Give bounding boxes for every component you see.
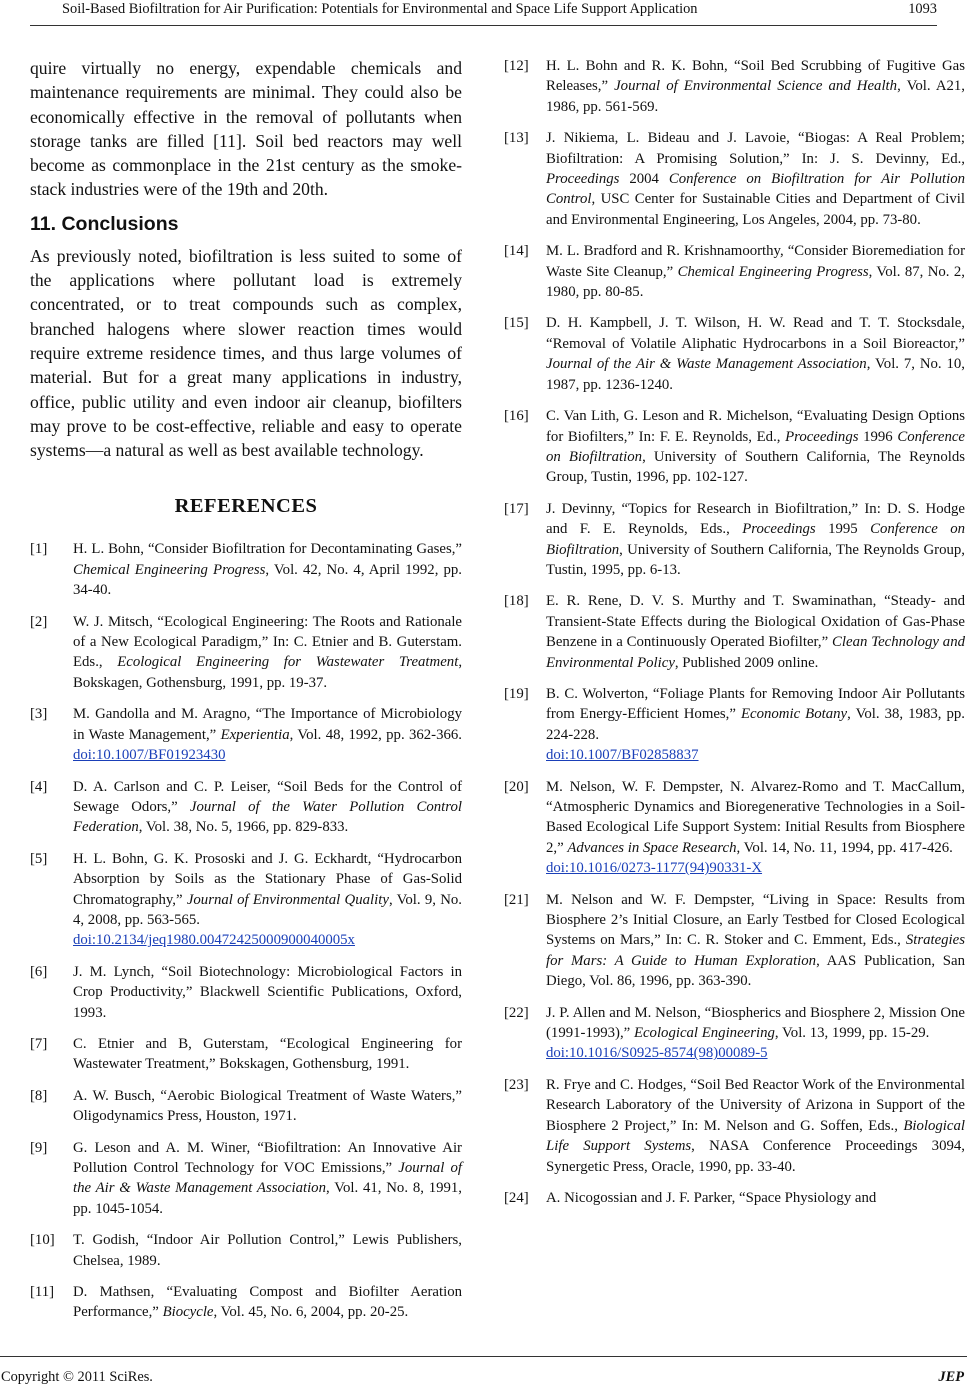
reference-authors-title: D. A. Carlson and C. P. Leiser, “Soil Beds for the Control of Sewage Odors,”	[73, 778, 462, 815]
reference-number: [18]	[504, 593, 529, 610]
reference-item	[30, 849, 462, 951]
reference-authors-title: E. R. Rene, D. V. S. Murthy and T. Swaminathan, “Steady- and Transient-State Effects during the Biological Oxidation of Gas-Phase Benzene in a Continuously Operated Biofilter,”	[546, 593, 965, 651]
reference-authors-title: D. Mathsen, “Evaluating Compost and Biofilter Aeration Performance,”	[73, 1284, 462, 1321]
reference-number: [10]	[30, 1232, 55, 1249]
references-heading: REFERENCES	[174, 495, 318, 518]
reference-source: Journal of the Water Pollution Control Federation	[73, 798, 462, 836]
reference-details: , USC Center for Sustainable Cities and Department of Civil and Environmental Engineering, Los Angeles, 2004, pp. 73-80.	[546, 191, 965, 228]
reference-item	[504, 56, 965, 117]
reference-details: 1996	[858, 428, 898, 445]
reference-details: , Vol. A21, 1986, pp. 561-569.	[546, 78, 965, 115]
reference-source: Economic Botany	[740, 706, 848, 723]
reference-details: , Bokskagen, Gothensburg, 1991, pp. 19-37.	[73, 654, 463, 691]
reference-item	[504, 1075, 965, 1177]
reference-number: [6]	[30, 963, 48, 980]
reference-authors-title: J. M. Lynch, “Soil Biotechnology: Microbiological Factors in Crop Productivity,” Blackwell Scientific Publications, Oxford, 1993.	[73, 963, 462, 1021]
reference-item	[30, 1034, 462, 1075]
reference-number: [19]	[504, 685, 529, 702]
reference-number: [1]	[30, 541, 48, 558]
reference-details: , Published 2009 online.	[674, 654, 819, 671]
running-head-title: Soil-Based Biofiltration for Air Purification: Potentials for Environmental and Space Life Support Application	[62, 1, 698, 17]
reference-item	[30, 1086, 462, 1127]
conclusions-paragraph: As previously noted, biofiltration is less suited to some of the applications where pollutant load is extremely concentrated, or to treat compounds such as complex, branched halogens where slower reaction times would require extreme residence times, and thus large volumes of material. But for a great many applications in industry, office, public utility and even indoor air cleanup, biofilters may prove to be cost-effective, reliable and easy to operate systems—a natural as well as best available technology.	[30, 245, 462, 461]
reference-authors-title: M. L. Bradford and R. Krishnamoorthy, “Consider Bioremediation for Waste Site Cleanup,”	[546, 243, 965, 280]
reference-details: , Vol. 7, No. 10, 1987, pp. 1236-1240.	[546, 356, 966, 393]
reference-details: , University of Southern California, The Reynolds Group, Tustin, 1995, pp. 6-13.	[546, 541, 965, 578]
reference-item	[30, 962, 462, 1023]
reference-number: [7]	[30, 1035, 48, 1052]
reference-authors-title: J. Devinny, “Topics for Research in Biofiltration,” In: D. S. Hodge and F. E. Reynolds, Eds.,	[546, 500, 965, 538]
reference-list-left	[30, 539, 462, 1322]
reference-item	[30, 539, 462, 600]
reference-text	[73, 1232, 462, 1268]
reference-authors-title: M. Nelson and W. F. Dempster, “Living in Space: Results from Biosphere 2’s Initial Closure, an Early Testbed for Closed Ecological Systems on Mars,” In: C. R. Stoker and C. Emment, Eds.,	[546, 891, 965, 949]
page-footer	[0, 1356, 967, 1386]
reference-item	[504, 128, 965, 230]
reference-source: Experientia	[220, 726, 290, 743]
reference-number: [2]	[30, 613, 48, 630]
reference-source: Conference on Biofiltration for Air Pollution Control	[546, 171, 965, 208]
page-number: 1093	[908, 1, 937, 17]
reference-authors-title: B. C. Wolverton, “Foliage Plants for Removing Indoor Air Pollutants from Energy-Efficient Homes,”	[546, 685, 965, 723]
reference-number: [9]	[30, 1139, 48, 1156]
reference-text	[546, 58, 965, 115]
reference-authors-title: D. H. Kampbell, J. T. Wilson, H. W. Read and T. T. Stocksdale, “Removal of Volatile Aliphatic Hydrocarbons in a Soil Bioreactor,”	[546, 315, 965, 352]
reference-details: 2004	[619, 171, 669, 188]
reference-text	[73, 541, 462, 598]
journal-abbreviation: JEP	[938, 1369, 964, 1385]
reference-item	[30, 1282, 462, 1323]
reference-authors-title: C. Etnier and B, Guterstam, “Ecological Engineering for Wastewater Treatment,” Bokskagen, Gothensburg, 1991.	[73, 1035, 462, 1073]
reference-item	[504, 1188, 965, 1208]
reference-number: [21]	[504, 891, 529, 908]
reference-source: Advances in Space Research	[567, 839, 737, 856]
reference-details: , AAS Publication, San Diego, Vol. 86, 1996, pp. 363-390.	[546, 952, 965, 990]
reference-authors-title: W. J. Mitsch, “Ecological Engineering: The Roots and Rationale of a New Ecological Paradigm,” In: C. Etnier and B. Guterstam. Eds.,	[73, 613, 462, 671]
reference-number: [11]	[30, 1284, 55, 1301]
reference-source: Ecological Engineering	[633, 1025, 775, 1042]
reference-details: , Vol. 45, No. 6, 2004, pp. 20-25.	[213, 1304, 409, 1321]
reference-number: [24]	[504, 1189, 529, 1206]
reference-source: Strategies for Mars: A Guide to Human Exploration	[546, 932, 965, 969]
reference-number: [4]	[30, 778, 48, 795]
reference-text	[73, 1088, 462, 1124]
reference-doi-link[interactable]: doi:10.1016/S0925-8574(98)00089-5	[546, 1045, 768, 1062]
reference-text	[546, 243, 965, 300]
reference-source: Conference on Biofiltration	[546, 521, 965, 558]
conclusions-heading: 11. Conclusions	[30, 212, 179, 235]
reference-number: [22]	[504, 1004, 529, 1021]
running-head	[30, 0, 937, 28]
reference-doi-link[interactable]: doi:10.2134/jeq1980.00472425000900040005x	[73, 932, 355, 949]
reference-source: Journal of the Air & Waste Management Association	[546, 356, 867, 373]
reference-authors-title: M. Nelson, W. F. Dempster, N. Alvarez-Romo and T. MacCallum, “Atmospheric Dynamics and Bioregenerative Technologies in a Soil-Based Ecological Life Support System: Initial Results from Biosphere 2,”	[546, 778, 965, 856]
reference-item	[504, 406, 965, 488]
reference-number: [14]	[504, 243, 529, 260]
reference-details: , Vol. 42, No. 4, April 1992, pp. 34-40.	[73, 561, 462, 599]
reference-authors-title: H. L. Bohn, G. K. Prososki and J. G. Eckhardt, “Hydrocarbon Absorption by Soils as the Stationary Phase of Gas-Solid Chromatography,”	[73, 850, 462, 908]
reference-details: , Vol. 41, No. 8, 1991, pp. 1045-1054.	[73, 1180, 462, 1217]
reference-authors-title: C. Van Lith, G. Leson and R. Michelson, “Evaluating Design Options for Biofilters,” In: F. E. Reynolds, Ed.,	[546, 408, 965, 445]
reference-number: [8]	[30, 1087, 48, 1104]
reference-number: [17]	[504, 500, 529, 517]
reference-details: , Vol. 38, No. 5, 1966, pp. 829-833.	[138, 819, 349, 836]
reference-item	[30, 1138, 462, 1220]
reference-authors-title: A. Nicogossian and J. F. Parker, “Space Physiology and	[546, 1189, 877, 1206]
reference-details: , Vol. 38, 1983, pp. 224-228.	[546, 706, 965, 743]
reference-source: Chemical Engineering Progress	[73, 561, 266, 578]
reference-text	[73, 1284, 462, 1320]
reference-details: , Vol. 87, No. 2, 1980, pp. 80-85.	[546, 263, 965, 301]
reference-item	[504, 591, 965, 673]
reference-number: [3]	[30, 706, 48, 723]
footer-rule	[0, 1356, 967, 1357]
reference-details: , Vol. 14, No. 11, 1994, pp. 417-426.	[736, 839, 953, 856]
reference-source: Conference on Biofiltration	[546, 428, 965, 465]
reference-text	[73, 1140, 462, 1217]
reference-item	[504, 499, 965, 581]
reference-source: Biocycle	[162, 1304, 214, 1321]
reference-text	[546, 1005, 965, 1062]
header-rule	[30, 25, 937, 26]
reference-item	[30, 1230, 462, 1271]
reference-authors-title: H. L. Bohn, “Consider Biofiltration for Decontaminating Gases,”	[73, 541, 462, 558]
reference-number: [5]	[30, 850, 48, 867]
reference-item	[504, 684, 965, 766]
reference-authors-title: J. P. Allen and M. Nelson, “Biospherics and Biosphere 2, Mission One (1991-1993),”	[546, 1004, 965, 1042]
left-column	[30, 56, 462, 1334]
reference-authors-title: T. Godish, “Indoor Air Pollution Control,” Lewis Publishers, Chelsea, 1989.	[73, 1232, 462, 1269]
reference-text	[546, 408, 965, 485]
reference-text	[546, 686, 965, 763]
reference-item	[504, 777, 965, 879]
reference-item	[504, 1003, 965, 1064]
reference-text	[546, 1077, 965, 1175]
reference-text	[546, 892, 965, 990]
reference-text	[546, 501, 965, 578]
reference-item	[30, 777, 462, 838]
reference-authors-title: G. Leson and A. M. Winer, “Biofiltration: An Innovative Air Pollution Control Technology for VOC Emissions,”	[73, 1139, 462, 1177]
reference-number: [13]	[504, 130, 529, 147]
copyright-notice: Copyright © 2011 SciRes.	[1, 1369, 153, 1385]
reference-number: [20]	[504, 778, 529, 795]
reference-source: Chemical Engineering Progress	[677, 263, 869, 280]
reference-text	[73, 779, 462, 836]
reference-details: , Vol. 13, 1999, pp. 15-29.	[774, 1025, 930, 1042]
reference-source: Proceedings	[742, 521, 816, 538]
reference-text	[73, 1036, 462, 1072]
reference-details: , University of Southern California, The Reynolds Group, Tustin, 1996, pp. 102-127.	[546, 448, 965, 486]
reference-authors-title: H. L. Bohn and R. K. Bohn, “Soil Bed Scrubbing of Fugitive Gas Releases,”	[546, 58, 965, 95]
reference-source: Journal of the Air & Waste Management Association	[73, 1160, 463, 1197]
reference-number: [15]	[504, 315, 529, 332]
reference-source: Proceedings	[546, 171, 620, 188]
reference-item	[504, 241, 965, 302]
reference-list-right	[504, 56, 965, 1208]
reference-authors-title: R. Frye and C. Hodges, “Soil Bed Reactor Work of the Environmental Research Laboratory of the University of Arizona in Support of the Biosphere 2 Project,” In: M. Nelson and G. Soffen, Eds.,	[546, 1076, 965, 1134]
reference-source: Journal of Environmental Quality	[186, 891, 389, 908]
reference-authors-title: M. Gandolla and M. Aragno, “The Importance of Microbiology in Waste Management,”	[73, 706, 462, 743]
reference-source: Journal of Environmental Science and Health	[614, 78, 898, 95]
reference-number: [16]	[504, 408, 529, 425]
reference-text	[73, 851, 462, 949]
reference-item	[504, 890, 965, 992]
reference-text	[546, 130, 965, 228]
reference-text	[73, 964, 462, 1021]
reference-item	[30, 704, 462, 765]
reference-text	[546, 315, 965, 392]
reference-text	[546, 593, 965, 670]
reference-details: , Vol. 48, 1992, pp. 362-366.	[289, 726, 463, 743]
intro-paragraph: quire virtually no energy, expendable chemicals and maintenance requirements are minimal. They could also be economically effective in the removal of pollutants when storage tanks are filled [11]. Soil bed reactors may well become as commonplace in the 21st century as the smoke-stack industries were of the 19th and 20th.	[30, 58, 462, 200]
reference-text	[546, 1190, 876, 1206]
reference-doi-link[interactable]: doi:10.1016/0273-1177(94)90331-X	[546, 860, 763, 877]
reference-item	[504, 313, 965, 395]
reference-details: 1995	[815, 521, 871, 538]
reference-details: , NASA Conference Proceedings 3094, Synergetic Press, Oracle, 1990, pp. 33-40.	[546, 1138, 965, 1175]
reference-text	[73, 614, 462, 691]
reference-source: Clean Technology and Environmental Policy	[546, 634, 965, 671]
reference-source: Ecological Engineering for Wastewater Treatment	[117, 654, 459, 671]
reference-item	[30, 612, 462, 694]
reference-number: [12]	[504, 58, 529, 74]
reference-details: , Vol. 9, No. 4, 2008, pp. 563-565.	[73, 891, 463, 928]
reference-number: [23]	[504, 1076, 529, 1093]
reference-source: Biological Life Support Systems	[546, 1117, 965, 1155]
reference-authors-title: J. Nikiema, L. Bideau and J. Lavoie, “Biogas: A Real Problem; Biofiltration: A Promising Solution,” In: J. S. Devinny, Ed.,	[546, 130, 965, 167]
reference-doi-link[interactable]: doi:10.1007/BF01923430	[73, 747, 226, 764]
reference-authors-title: A. W. Busch, “Aerobic Biological Treatment of Waste Waters,” Oligodynamics Press, Houston, 1971.	[73, 1087, 462, 1125]
reference-doi-link[interactable]: doi:10.1007/BF02858837	[546, 747, 699, 764]
right-column	[504, 56, 965, 1219]
reference-text	[73, 706, 462, 763]
reference-source: Proceedings	[785, 428, 859, 445]
reference-text	[546, 779, 965, 877]
